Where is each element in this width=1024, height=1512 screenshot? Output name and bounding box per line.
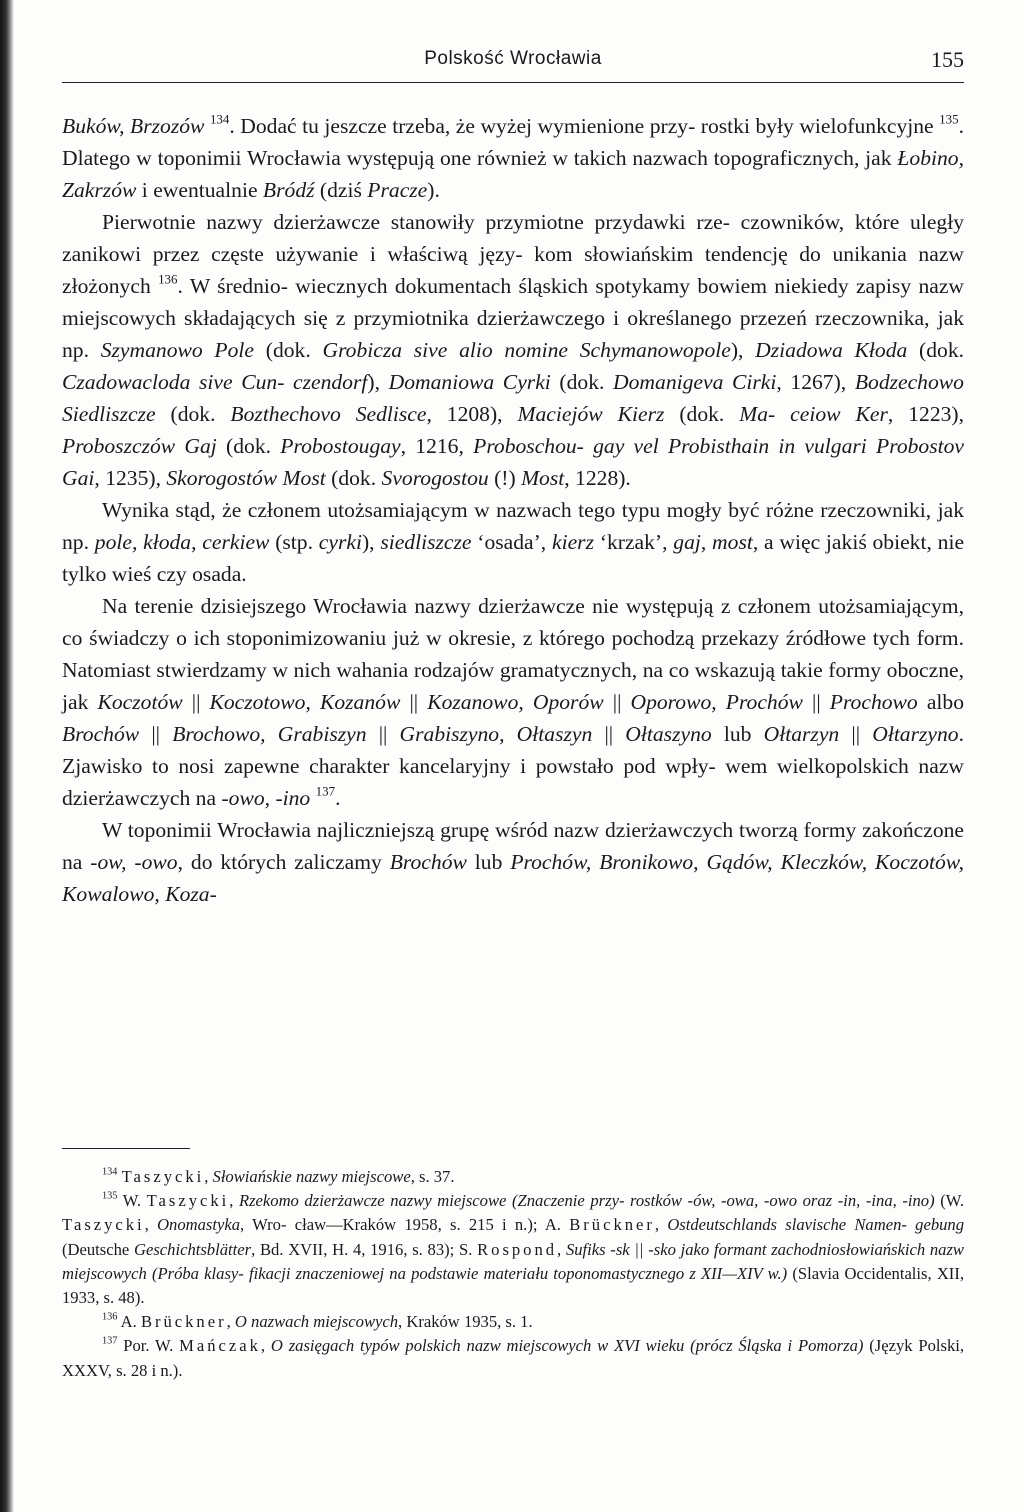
footnote-reference: 136 bbox=[158, 271, 178, 287]
italic-text: Prochów, Bronikowo, Gądów, Kleczków, Koczotów, Kowalowo, Koza- bbox=[62, 850, 965, 906]
italic-text: Bozthechovo Sedlisce bbox=[230, 402, 427, 426]
body-text bbox=[62, 110, 964, 910]
italic-text: Brochów bbox=[62, 722, 140, 746]
paragraph bbox=[62, 206, 964, 494]
italic-text: -ow, -owo bbox=[90, 850, 178, 874]
text-run: (dok. bbox=[254, 338, 323, 362]
italic-text: Ołtarzyn bbox=[763, 722, 840, 746]
italic-text: Pracze bbox=[367, 178, 428, 202]
italic-text: Ołtarzyno bbox=[872, 722, 959, 746]
paragraph bbox=[62, 590, 964, 814]
text-run: || bbox=[603, 690, 631, 714]
footnote bbox=[62, 1334, 964, 1382]
text-run: W toponimii Wrocławia najliczniejszą grupę wśród nazw dzierżawczych tworzą formy zakończone na bbox=[62, 818, 964, 874]
italic-text: Łobino, Zakrzów bbox=[62, 146, 964, 202]
author-name: Taszycki bbox=[146, 1191, 230, 1211]
text-run: || bbox=[139, 722, 173, 746]
italic-text: Bródź bbox=[262, 178, 315, 202]
italic-text: Koczotów bbox=[97, 690, 183, 714]
italic-text: Skorogostów Most bbox=[166, 466, 326, 490]
italic-text: siedliszcze bbox=[380, 530, 472, 554]
italic-text: Grabiszyno, Ołtaszyn bbox=[399, 722, 593, 746]
text-run: , 1267), bbox=[776, 370, 855, 394]
italic-text: Prochowo bbox=[829, 690, 918, 714]
footnote-reference: 134 bbox=[102, 1166, 118, 1178]
text-run: ), bbox=[361, 530, 381, 554]
text-run: , bbox=[654, 1215, 668, 1235]
italic-text: Domaniowa Cyrki bbox=[388, 370, 551, 394]
text-run: ), bbox=[367, 370, 389, 394]
italic-text: Brochowo, Grabiszyn bbox=[172, 722, 367, 746]
text-run: albo bbox=[917, 690, 964, 714]
text-run: . bbox=[335, 786, 341, 810]
text-run: , bbox=[557, 1239, 566, 1259]
text-run: , 1223), bbox=[887, 402, 965, 426]
text-run: , 1208), bbox=[426, 402, 518, 426]
text-run: (!) bbox=[488, 466, 522, 490]
text-run: (dok. bbox=[325, 466, 382, 490]
italic-text: Kozanowo, Oporów bbox=[427, 690, 604, 714]
text-run: Na terenie dzisiejszego Wrocławia nazwy dzierżawcze nie występują z członem utożsamiającym, co świadczy o ich stoponimizowaniu już w okresie, z którego pochodzą przekazy źródłowe tych form. Natomiast stwierdzamy w nich wahania rodzajów gramatycznych, na co wskazują takie formy oboczne, jak bbox=[62, 594, 964, 714]
author-name: Taszycki bbox=[62, 1215, 145, 1235]
italic-text: Rzekomo dzierżawcze nazwy miejscowe (Znaczenie przy- rostków -ów, -owa, -owo oraz -in, -ina, -ino) bbox=[238, 1191, 935, 1211]
italic-text: gaj, most bbox=[673, 530, 753, 554]
italic-text: Proboszczów Gaj bbox=[62, 434, 217, 458]
italic-text: cyrki bbox=[318, 530, 362, 554]
text-run: , Bd. XVII, H. 4, 1916, s. 83); S. bbox=[251, 1239, 478, 1259]
text-run: . W średnio- wiecznych dokumentach śląskich spotykamy bowiem niekiedy zapisy nazw miejscowych składających się z przymiotnika dzierżawczego i określanego przezeń rzeczownika, jak np. bbox=[62, 274, 964, 362]
italic-text: Most bbox=[521, 466, 565, 490]
text-run: (W. bbox=[934, 1191, 965, 1211]
text-run: W. bbox=[117, 1191, 147, 1211]
text-run: lub bbox=[711, 722, 764, 746]
text-run: (dok. bbox=[550, 370, 614, 394]
text-run: (dok. bbox=[907, 338, 965, 362]
footnotes bbox=[62, 1165, 964, 1383]
italic-text: Maciejów Kierz bbox=[517, 402, 665, 426]
text-run: A. bbox=[117, 1312, 141, 1332]
footnote-reference: 137 bbox=[315, 783, 336, 799]
text-run: (dziś bbox=[314, 178, 368, 202]
italic-text: Czadowacloda sive Cun- czendorf bbox=[62, 370, 368, 394]
text-run: i ewentualnie bbox=[136, 178, 263, 202]
text-run: || bbox=[802, 690, 830, 714]
text-run: , a więc jakiś obiekt, nie tylko wieś czy osada. bbox=[62, 530, 965, 586]
author-name: Rospond bbox=[477, 1239, 558, 1259]
text-run: , Wro- cław—Kraków 1958, s. 215 i n.); A. bbox=[240, 1215, 570, 1235]
italic-text: Ostdeutschlands slavische Namen- gebung bbox=[667, 1215, 965, 1235]
footnote-separator bbox=[62, 1148, 190, 1149]
italic-text: Szymanowo Pole bbox=[100, 338, 255, 362]
book-binding-edge bbox=[0, 0, 14, 1512]
italic-text: Buków, Brzozów bbox=[62, 114, 205, 138]
text-run: ‘krzak’, bbox=[593, 530, 674, 554]
text-run: ). bbox=[427, 178, 440, 202]
italic-text: Grobicza sive alio nomine Schymanowopole bbox=[322, 338, 731, 362]
author-name: Brückner bbox=[569, 1215, 655, 1235]
text-run: . Dodać tu jeszcze trzeba, że wyżej wymienione przy- rostki były wielofunkcyjne bbox=[229, 114, 940, 138]
text-run: , 1228). bbox=[564, 466, 631, 490]
italic-text: Ma- ceiow Ker bbox=[739, 402, 888, 426]
text-run: , bbox=[144, 1215, 158, 1235]
text-run: (Slavia Occidentalis, XII, 1933, s. 48). bbox=[62, 1263, 965, 1308]
italic-text: Brochów bbox=[389, 850, 467, 874]
text-run: , 1216, bbox=[400, 434, 474, 458]
running-title: Polskość Wrocławia bbox=[424, 48, 602, 69]
text-run: || bbox=[366, 722, 400, 746]
text-run: Pierwotnie nazwy dzierżawcze stanowiły przymiotne przydawki rze- czowników, które uległy zanikowi przez częste używanie i właściwą języ- kom słowiańskim tendencję do unikania nazw złożonych bbox=[62, 210, 964, 298]
italic-text: Domanigeva Cirki bbox=[613, 370, 777, 394]
author-name: Taszycki bbox=[121, 1167, 205, 1186]
text-run: , s. 37. bbox=[410, 1167, 455, 1186]
text-run: . Dlatego w toponimii Wrocławia występują one również w takich nazwach topograficznych, jak bbox=[62, 114, 964, 170]
footnote-reference: 134 bbox=[209, 111, 230, 127]
text-run: . Zjawisko to nosi zapewne charakter kancelaryjny i powstało pod wpły- wem wielkopolskich nazw dzierżawczych na bbox=[62, 722, 964, 810]
italic-text: -owo, -ino bbox=[221, 786, 311, 810]
italic-text: Geschichtsblätter bbox=[134, 1239, 252, 1259]
footnote bbox=[62, 1165, 964, 1189]
text-run: , bbox=[229, 1191, 239, 1211]
italic-text: Sufiks -sk || -sko jako formant zachodniosłowiańskich nazw miejscowych (Próba klasy- fikacji znaczeniowej na podstawie materiału toponomastycznego z XII—XIV w.) bbox=[62, 1239, 965, 1283]
paragraph bbox=[62, 110, 964, 206]
text-run: || bbox=[400, 690, 428, 714]
italic-text: O zasięgach typów polskich nazw miejscowych w XVI wieku (prócz Śląska i Pomorza) bbox=[270, 1336, 864, 1356]
text-run: (Język Polski, XXXV, s. 28 i n.). bbox=[62, 1336, 965, 1380]
text-run: (dok. bbox=[216, 434, 281, 458]
text-run: Por. W. bbox=[117, 1336, 180, 1356]
italic-text: Proboschou- gay vel Probisthain in vulgari Probostov Gai bbox=[62, 434, 965, 490]
italic-text: Svorogostou bbox=[381, 466, 489, 490]
italic-text: O nazwach miejscowych bbox=[234, 1312, 399, 1332]
italic-text: Koczotowo, Kozanów bbox=[209, 690, 401, 714]
footnote-reference: 136 bbox=[102, 1311, 118, 1323]
italic-text: Oporowo, Prochów bbox=[630, 690, 803, 714]
italic-text: Słowiańskie nazwy miejscowe bbox=[212, 1167, 411, 1186]
text-run: (Deutsche bbox=[62, 1239, 134, 1259]
text-run: ), bbox=[730, 338, 756, 362]
text-run: lub bbox=[466, 850, 511, 874]
footnote bbox=[62, 1189, 964, 1310]
paragraph bbox=[62, 814, 964, 910]
page-header bbox=[62, 46, 964, 83]
footnote-reference: 135 bbox=[939, 111, 959, 127]
text-run: , Kraków 1935, s. 1. bbox=[398, 1312, 533, 1332]
paragraph bbox=[62, 494, 964, 590]
text-run: || bbox=[592, 722, 626, 746]
footnote-reference: 137 bbox=[102, 1335, 118, 1347]
italic-text: Ołtaszyno bbox=[625, 722, 712, 746]
text-run: (dok. bbox=[664, 402, 740, 426]
italic-text: Probostougay bbox=[280, 434, 401, 458]
text-run: , bbox=[204, 1167, 213, 1186]
text-run: , bbox=[226, 1312, 235, 1332]
text-run: , bbox=[260, 1336, 271, 1356]
text-run: || bbox=[182, 690, 210, 714]
text-run: ‘osada’, bbox=[471, 530, 552, 554]
page-number: 155 bbox=[931, 47, 964, 72]
italic-text: kierz bbox=[552, 530, 594, 554]
italic-text: Dziadowa Kłoda bbox=[755, 338, 908, 362]
author-name: Brückner bbox=[140, 1312, 227, 1332]
text-run: , 1235), bbox=[94, 466, 167, 490]
text-run: (dok. bbox=[155, 402, 231, 426]
text-run: || bbox=[839, 722, 873, 746]
text-run: , do których zaliczamy bbox=[177, 850, 390, 874]
italic-text: Onomastyka bbox=[157, 1215, 241, 1235]
italic-text: pole, kłoda, cerkiew bbox=[94, 530, 270, 554]
footnote-reference: 135 bbox=[102, 1190, 118, 1202]
italic-text: Bodzechowo Siedliszcze bbox=[62, 370, 964, 426]
text-run: (stp. bbox=[269, 530, 319, 554]
author-name: Mańczak bbox=[179, 1336, 261, 1356]
text-run: Wynika stąd, że członem utożsamiającym w nazwach tego typu mogły być różne rzeczowniki, jak np. bbox=[62, 498, 964, 554]
footnote bbox=[62, 1310, 964, 1334]
